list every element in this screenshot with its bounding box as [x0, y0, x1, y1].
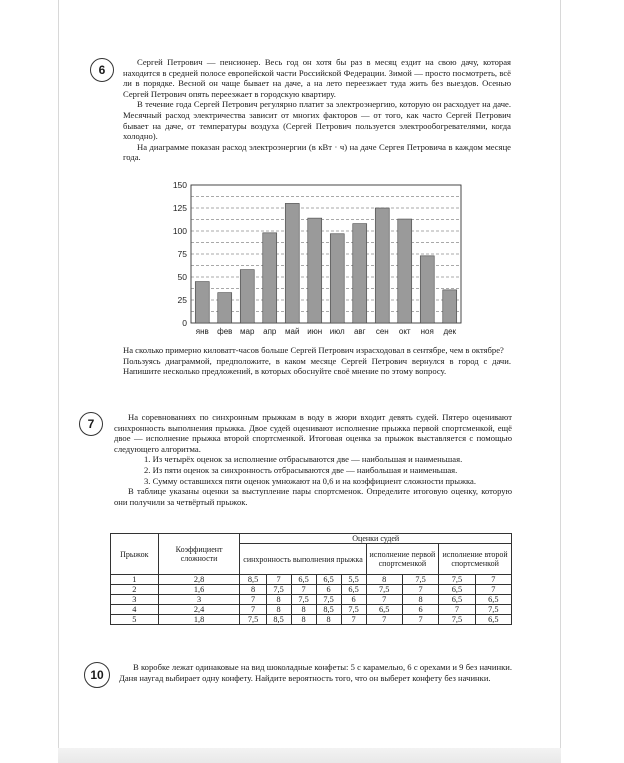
bar-ноя	[420, 256, 434, 323]
cell-sync-score: 8	[240, 585, 266, 595]
q6-paragraph-3: На диаграмме показан расход электроэнергии (в кВт · ч) на даче Сергея Петровича в каждом месяце года.	[123, 141, 511, 163]
cell-sync-score: 6	[316, 585, 341, 595]
y-tick-label: 100	[172, 226, 187, 236]
question-number-6: 6	[90, 58, 114, 82]
cell-sync-score: 8,5	[240, 575, 266, 585]
q7-step-2: 2. Из пяти оценок за синхронность отбрасываются две — наибольшая и наименьшая.	[144, 464, 458, 475]
cell-sync-score: 8	[291, 605, 316, 615]
question-number-7: 7	[79, 412, 103, 436]
q7-step-3: 3. Сумму оставшихся пяти оценок умножают на 0,6 и на коэффициент сложности прыжка.	[144, 475, 477, 486]
cell-first-score: 7,5	[402, 575, 438, 585]
x-tick-label: май	[285, 327, 300, 336]
cell-jump: 4	[111, 605, 159, 615]
cell-sync-score: 7,5	[291, 595, 316, 605]
cell-first-score: 8	[366, 575, 402, 585]
x-tick-label: янв	[195, 327, 209, 336]
cell-sync-score: 7,5	[240, 615, 266, 625]
cell-first-score: 7,5	[366, 585, 402, 595]
page-edge-left	[58, 0, 59, 763]
q10-paragraph: В коробке лежат одинаковые на вид шоколадные конфеты: 5 с карамелью, 6 с орехами и 9 без начинки. Даня наугад выбирает одну конфету. Найдите вероятность того, что он выберет конфету без начинки.	[119, 662, 512, 683]
header-coefficient: Коэффициент сложности	[158, 534, 240, 575]
question-6-text	[123, 57, 511, 163]
q6-question-2: Пользуясь диаграммой, предположите, в каком месяце Сергей Петрович вернулся в город с дачи. Напишите несколько предложений, в которых обоснуйте своё мнение по этому вопросу.	[123, 355, 511, 377]
x-tick-label: ноя	[420, 327, 434, 336]
header-first-athlete: исполнение первой спортсменкой	[366, 544, 439, 575]
cell-sync-score: 7	[291, 585, 316, 595]
x-tick-label: мар	[240, 327, 255, 336]
cell-sync-score: 8,5	[266, 615, 291, 625]
x-tick-label: июл	[329, 327, 345, 336]
x-tick-label: апр	[263, 327, 277, 336]
bar-фев	[218, 293, 232, 323]
x-tick-label: окт	[398, 327, 411, 336]
y-tick-label: 75	[177, 249, 187, 259]
y-tick-label: 0	[182, 318, 187, 328]
y-tick-label: 125	[172, 203, 187, 213]
cell-first-score: 8	[402, 595, 438, 605]
bar-окт	[398, 219, 412, 323]
cell-sync-score: 8	[316, 615, 341, 625]
cell-second-score: 7,5	[439, 615, 475, 625]
cell-coef: 3	[158, 595, 240, 605]
cell-jump: 5	[111, 615, 159, 625]
cell-first-score: 7	[366, 595, 402, 605]
cell-sync-score: 6,5	[316, 575, 341, 585]
cell-sync-score: 8	[291, 615, 316, 625]
x-tick-label: дек	[443, 327, 457, 336]
table-row	[111, 575, 512, 585]
q6-paragraph-1: Сергей Петрович — пенсионер. Весь год он хотя бы раз в месяц ездит на свою дачу, которая находится в средней полосе европейской части Российской Федерации. Зимой — просто посмотреть, всё ли в порядке. Весной он чаще бывает на даче, а на лето переезжает туда жить без выездов. Осенью Сергей Петрович опять переезжает в городскую квартиру.	[123, 57, 511, 99]
q7-intro: На соревнованиях по синхронным прыжкам в воду в жюри входит девять судей. Пятеро оценивают синхронность выполнения прыжка. Двое судей оценивают исполнение прыжка первой спортсменкой, ещё двое — исполнение прыжка второй спортсменкой. Итоговая оценка за прыжок выставляется с помощью следующего алгоритма.	[114, 412, 512, 454]
page-edge-right	[560, 0, 561, 763]
cell-jump: 2	[111, 585, 159, 595]
cell-sync-score: 6,5	[341, 585, 366, 595]
cell-sync-score: 6,5	[291, 575, 316, 585]
cell-first-score: 7	[402, 615, 438, 625]
bar-май	[285, 203, 299, 323]
electricity-bar-chart	[167, 178, 467, 336]
header-synchronicity: синхронность выполнения прыжка	[240, 544, 366, 575]
x-tick-label: фев	[217, 327, 233, 336]
cell-sync-score: 5,5	[341, 575, 366, 585]
cell-coef: 1,8	[158, 615, 240, 625]
cell-second-score: 6,5	[475, 595, 511, 605]
bar-мар	[240, 270, 254, 323]
cell-second-score: 7	[439, 605, 475, 615]
cell-jump: 3	[111, 595, 159, 605]
cell-first-score: 7	[402, 585, 438, 595]
cell-sync-score: 7	[240, 595, 266, 605]
cell-sync-score: 7,5	[341, 605, 366, 615]
bar-дек	[443, 290, 457, 323]
cell-sync-score: 7	[341, 615, 366, 625]
cell-jump: 1	[111, 575, 159, 585]
cell-first-score: 6	[402, 605, 438, 615]
page-bottom-edge	[58, 748, 561, 763]
cell-sync-score: 7	[266, 575, 291, 585]
cell-sync-score: 7	[240, 605, 266, 615]
cell-second-score: 7	[475, 585, 511, 595]
q6-paragraph-2: В течение года Сергей Петрович регулярно платит за электроэнергию, которую он расходует на даче. Месячный расход электричества зависит от многих факторов — от того, как часто Сергей Петрович бывает на даче, от температуры воздуха (Сергей Петрович пользуется электрообогревателями, когда холодно).	[123, 99, 511, 142]
bar-авг	[353, 224, 367, 323]
bar-апр	[263, 233, 277, 323]
header-second-athlete: исполнение второй спортсменкой	[439, 544, 512, 575]
scores-table-body	[111, 575, 512, 625]
table-row	[111, 585, 512, 595]
cell-first-score: 6,5	[366, 605, 402, 615]
cell-sync-score: 8	[266, 595, 291, 605]
question-6-tasks	[123, 345, 511, 377]
header-judges-scores: Оценки судей	[240, 534, 512, 544]
y-tick-label: 50	[177, 272, 187, 282]
bar-сен	[375, 208, 389, 323]
table-row	[111, 605, 512, 615]
cell-second-score: 7	[475, 575, 511, 585]
cell-second-score: 6,5	[475, 615, 511, 625]
y-tick-label: 25	[177, 295, 187, 305]
x-tick-label: авг	[353, 327, 366, 336]
cell-second-score: 7,5	[475, 605, 511, 615]
question-10-text	[119, 662, 512, 683]
cell-second-score: 7,5	[439, 575, 475, 585]
header-jump: Прыжок	[111, 534, 159, 575]
cell-coef: 2,4	[158, 605, 240, 615]
cell-sync-score: 7,5	[266, 585, 291, 595]
q7-task: В таблице указаны оценки за выступление пары спортсменок. Определите итоговую оценку, которую они получили за четвёртый прыжок.	[114, 486, 512, 507]
scores-table	[110, 533, 512, 625]
cell-coef: 2,8	[158, 575, 240, 585]
cell-first-score: 7	[366, 615, 402, 625]
cell-coef: 1,6	[158, 585, 240, 595]
table-row	[111, 615, 512, 625]
cell-sync-score: 6	[341, 595, 366, 605]
x-tick-label: июн	[307, 327, 323, 336]
q7-step-1: 1. Из четырёх оценок за исполнение отбрасываются две — наибольшая и наименьшая.	[144, 454, 463, 465]
q6-question-1: На сколько примерно киловатт-часов больше Сергей Петрович израсходовал в сентябре, чем в октябре?	[123, 345, 504, 355]
bar-янв	[195, 282, 209, 323]
x-tick-label: сен	[375, 327, 389, 336]
cell-second-score: 6,5	[439, 585, 475, 595]
bar-июл	[330, 234, 344, 323]
question-number-10: 10	[84, 662, 110, 688]
bar-июн	[308, 218, 322, 323]
cell-sync-score: 7,5	[316, 595, 341, 605]
cell-second-score: 6,5	[439, 595, 475, 605]
cell-sync-score: 8	[266, 605, 291, 615]
table-row	[111, 595, 512, 605]
question-7-text	[114, 412, 512, 507]
y-tick-label: 150	[172, 180, 187, 190]
cell-sync-score: 8,5	[316, 605, 341, 615]
